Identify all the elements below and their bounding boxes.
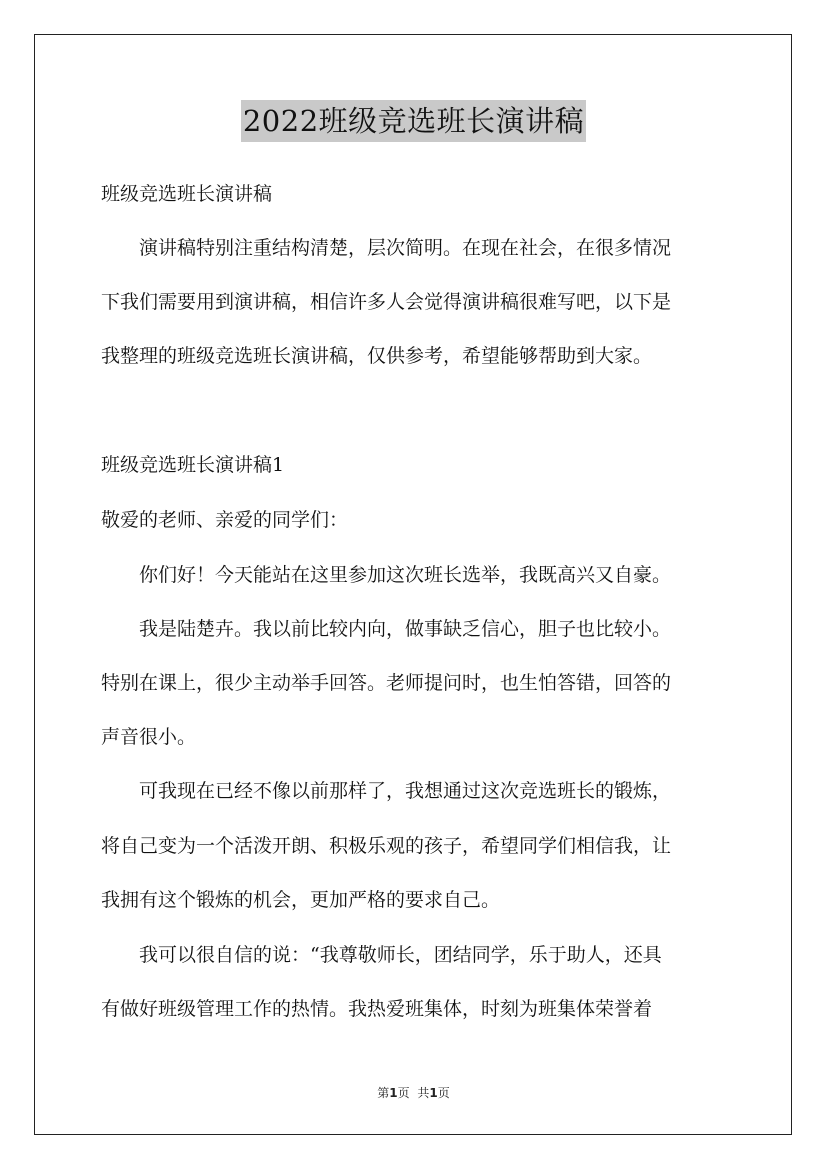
- title-container: [0, 100, 827, 142]
- paragraph-line: 我整理的班级竞选班长演讲稿，仅供参考，希望能够帮助到大家。: [101, 345, 653, 367]
- footer-page-prefix: 第: [377, 1086, 390, 1100]
- footer-page-number: 1: [389, 1086, 398, 1100]
- paragraph-line: 我拥有这个锻炼的机会，更加严格的要求自己。: [101, 889, 501, 911]
- page-footer: [0, 1085, 827, 1101]
- paragraph-line: 我可以很自信的说：“我尊敬师长，团结同学，乐于助人，还具: [101, 944, 662, 966]
- paragraph-line: 演讲稿特别注重结构清楚，层次简明。在现在社会，在很多情况: [101, 237, 672, 259]
- paragraph-line: 声音很小。: [101, 726, 197, 748]
- footer-total-number: 1: [429, 1086, 438, 1100]
- paragraph-line: 特别在课上，很少主动举手回答。老师提问时，也生怕答错，回答的: [101, 672, 672, 694]
- paragraph-line: 我是陆楚卉。我以前比较内向，做事缺乏信心，胆子也比较小。: [101, 618, 672, 640]
- footer-total-suffix: 页: [437, 1086, 450, 1100]
- salutation-line: 敬爱的老师、亲爱的同学们：: [101, 509, 349, 531]
- subtitle-line: 班级竞选班长演讲稿: [101, 183, 273, 205]
- paragraph-line: 你们好！今天能站在这里参加这次班长选举，我既高兴又自豪。: [101, 564, 672, 586]
- paragraph-line: 可我现在已经不像以前那样了，我想通过这次竞选班长的锻炼，: [101, 780, 672, 802]
- paragraph-line: 有做好班级管理工作的热情。我热爱班集体，时刻为班集体荣誉着: [101, 998, 653, 1020]
- footer-total-prefix: 共: [417, 1086, 430, 1100]
- footer-page-suffix: 页: [397, 1086, 410, 1100]
- section-heading: 班级竞选班长演讲稿1: [101, 454, 285, 476]
- document-title: 2022班级竞选班长演讲稿: [241, 100, 586, 142]
- paragraph-line: 下我们需要用到演讲稿，相信许多人会觉得演讲稿很难写吧，以下是: [101, 291, 672, 313]
- paragraph-line: 将自己变为一个活泼开朗、积极乐观的孩子，希望同学们相信我，让: [101, 835, 672, 857]
